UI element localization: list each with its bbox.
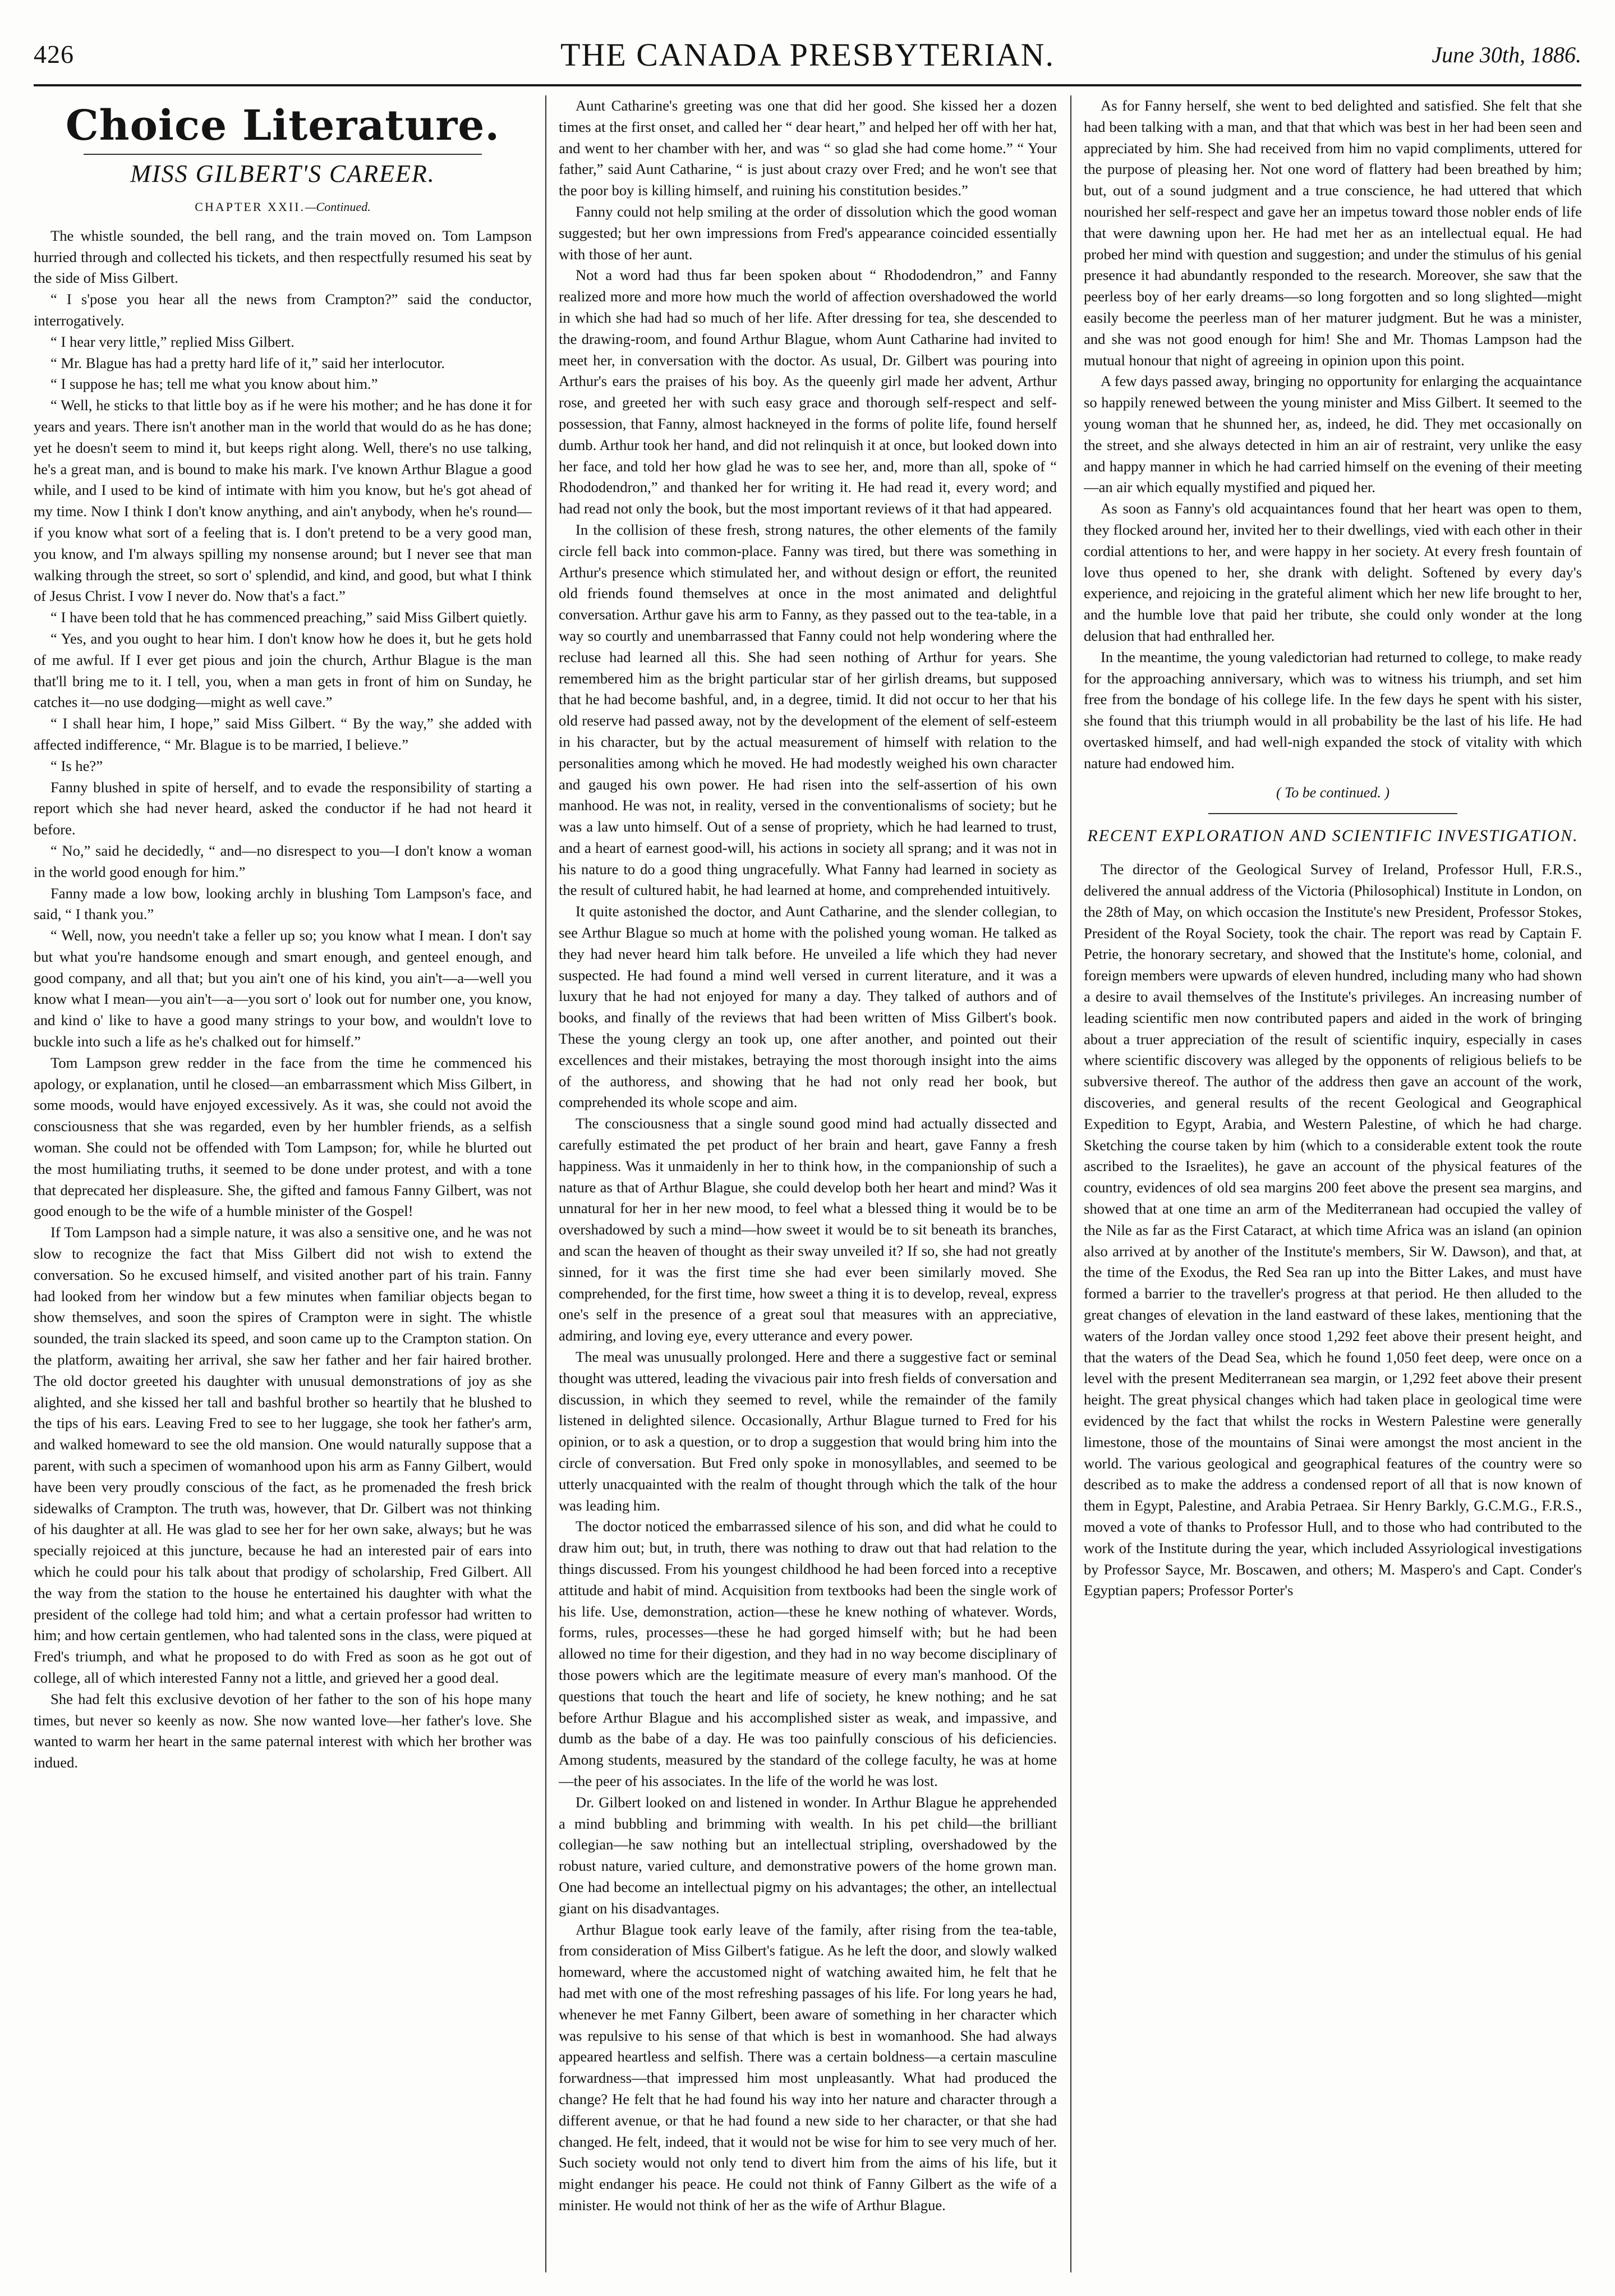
story-paragraph: “ Well, now, you needn't take a feller up so; you know what I mean. I don't say but what you're handsome enough and smart enough, and genteel enough, and good company, and all that; but you ain't one of his kind, you ain't—a—well you know what I mean—you ain't—a—you sort o' look out for number one, you know, and kind o' like to have a good many strings to your bow, and wouldn't love to buckle into such a life as he's chalked out for himself.” <box>34 927 532 1050</box>
story-paragraph: “ Mr. Blague has had a pretty hard life of it,” said her interlocutor. <box>50 354 445 371</box>
page-number: 426 <box>34 40 74 68</box>
story-title: MISS GILBERT'S CAREER. <box>130 160 435 187</box>
story-paragraph: Fanny made a low bow, looking archly in blushing Tom Lampson's face, and said, “ I thank you.” <box>34 884 532 923</box>
story-paragraph: “ Yes, and you ought to hear him. I don't know how he does it, but he gets hold of me awful. If I ever get pious and join the church, Arthur Blague is the man that'll bring me to it. I tell, you, when a man gets in front of him on Sunday, he catches it—no use dodging—might as well cave.” <box>34 630 532 711</box>
story-paragraph: It quite astonished the doctor, and Aunt Catharine, and the slender collegian, to see Arthur Blague so much at home with the polished young woman. He talked as they had never heard him talk before. He unveiled a life which they had never suspected. He had found a mind well versed in current literature, and it was a luxury that he had not enjoyed for many a day. They talked of authors and of books, and finally of the reviews that had been written of Miss Gilbert's book. These the young clergy an took up, one after another, and pointed out their excellences and their mistakes, betraying the most thorough insight into the aims of the authoress, and showing that he had not only read her book, but comprehended its whole scope and aim. <box>559 903 1057 1111</box>
story-paragraph: “ I suppose he has; tell me what you know about him.” <box>50 375 378 393</box>
column-2 <box>559 95 1057 2272</box>
article-title: RECENT EXPLORATION AND SCIENTIFIC INVESTIGATION. <box>1087 826 1579 846</box>
column-3 <box>1084 95 1582 2272</box>
story-paragraph: As for Fanny herself, she went to bed delighted and satisfied. She felt that she had been talking with a man, and that that which was best in her had been seen and appreciated by him. She had received from him no vapid compliments, uttered for the purpose of pleasing her. Not one word of flattery had been breathed by him; but, out of a sound judgment and a true conscience, he had uttered that which nourished her self-respect and gave her an impetus toward those nobler ends of life that were dawning upon her. He had met her as an intellectual equal. He had probed her mind with question and suggestion; and under the stimulus of his genial presence it had abundantly responded to the research. Moreover, she saw that the peerless boy of her early dreams—so long forgotten and so long slighted—might easily become the peerless man of her maturer judgment. But he was a minister, and she was not good enough for him! She and Mr. Thomas Lampson had the mutual honour that night of agreeing in opinion upon this point. <box>1084 97 1582 369</box>
story-paragraph: In the meantime, the young valedictorian had returned to college, to make ready for the approaching anniversary, which was to witness his triumph, and set him free from the bondage of his college life. In the few days he spent with his sister, she found that this triumph would in all probability be the last of his life. He had overtasked himself, and had well-nigh expanded the stock of vitality with which nature had endowed him. <box>1084 648 1582 772</box>
column-divider <box>545 95 546 2272</box>
story-paragraph: In the collision of these fresh, strong natures, the other elements of the family circle fell back into common-place. Fanny was tired, but there was something in Arthur's presence which stimulated her, and without design or effort, the reunited old friends found themselves at once in the most animated and delightful conversation. Arthur gave his arm to Fanny, as they passed out to the tea-table, in a way so courtly and unembarrassed that Fanny could not help wondering where the recluse had learned all this. She had seen nothing of Arthur for years. She remembered him as the bright particular star of her girlish dreams, but supposed that he had become bashful, and, in a degree, timid. It did not occur to her that his old reserve had passed away, not by the development of the element of self-esteem in his character, but by the actual measurement of himself with relation to the personalities among which he moved. He had modestly weighed his own character and gauged his own power. He had risen into the self-assertion of his own manhood. He was not, in reality, versed in the conventionalisms of society; but he was a law unto himself. Out of a sense of propriety, which he had learned to trust, and a heart of earnest good-will, his actions in society all sprang; and it was not in his nature to do a good thing ungracefully. What Fanny had learned in society as the result of cultured habit, he had learned at home, and comprehended intuitively. <box>559 521 1057 899</box>
chapter-heading <box>34 196 532 218</box>
section-title: Choice Literature. <box>65 102 500 150</box>
story-paragraph: The doctor noticed the embarrassed silence of his son, and did what he could to draw him out; but, in truth, there was nothing to draw out that had relation to the things discussed. From his youngest childhood he had been forced into a receptive attitude and habit of mind. Acquisition from textbooks had been the single work of his life. Use, demonstration, action—these he knew nothing of whatever. Words, forms, rules, processes—these he had gorged himself with; but he had been allowed no time for their digestion, and they had in no way become disciplinary of those powers which are the legitimate measure of every man's manhood. Of the questions that touch the heart and life of society, he knew nothing; and he sat before Arthur Blague and his accomplished sister as weak, and impassive, and dumb as the babe of a day. He was too painfully conscious of his deficiencies. Among students, measured by the standard of the college faculty, he was at home—the peer of his associates. In the life of the world he was lost. <box>559 1518 1057 1789</box>
story-paragraph: Arthur Blague took early leave of the family, after rising from the tea-table, from consideration of Miss Gilbert's fatigue. As he left the door, and slowly walked homeward, where the accustomed night of watching awaited him, he felt that he had met with one of the most refreshing passages of his life. For long years he had, whenever he met Fanny Gilbert, been aware of something in her character which was repulsive to his sense of that which is best in womanhood. She had always appeared heartless and selfish. There was a certain boldness—a certain masculine forwardness—that impressed him most unpleasantly. What had produced the change? He felt that he had found his way into her nature and character through a different avenue, or that he had found a new side to her character, or that she had changed. He felt, indeed, that it would not be wise for him to see very much of her. Such society would not only tend to divert him from the aims of his life, but it might endanger his peace. He could not think of Fanny Gilbert as the wife of a minister. He would not think of her as the wife of Arthur Blague. <box>559 1921 1057 2214</box>
story-paragraph: A few days passed away, bringing no opportunity for enlarging the acquaintance so happily renewed between the young minister and Miss Gilbert. It seemed to the young woman that he shunned her, as, indeed, he did. They met occasionally on the street, and she always detected in him an air of restraint, very unlike the easy and happy manner in which he had carried himself on the evening of their meeting—an air which equally mystified and piqued her. <box>1084 373 1582 496</box>
story-paragraph: “ Well, he sticks to that little boy as if he were his mother; and he has done it for years and years. There isn't another man in the world that would do as he has done; yet he doesn't seem to mind it, but keeps right along. Well, there's no use talking, he's a great man, and is bound to make his mark. I've known Arthur Blague a good while, and I used to be kind of intimate with him you know, but he's got ahead of my time. Now I think I don't know anything, and ain't anybody, when he's round—if you know what sort of a feeling that is. I don't pretend to be a very good man, you know, and I'm always spilling my nonsense around; but I never see that man walking through the street, so sort o' splendid, and kind, and good, but what I think of Jesus Christ. I vow I never do. Now that's a fact.” <box>34 397 532 605</box>
story-paragraph: She had felt this exclusive devotion of her father to the son of his hope many times, but never so keenly as now. She now wanted love—her father's love. She wanted to warm her heart in the same paternal interest with which her brother was indued. <box>34 1690 532 1771</box>
story-paragraph: “ No,” said he decidedly, “ and—no disrespect to you—I don't know a woman in the world good enough for him.” <box>34 842 532 880</box>
story-paragraph: The meal was unusually prolonged. Here and there a suggestive fact or seminal thought was uttered, leading the vivacious pair into fresh fields of conversation and discussion, in which they seemed to revel, while the remainder of the family listened in delighted silence. Occasionally, Arthur Blague turned to Fred for his opinion, or to ask a question, or to drop a suggestion that would bring him into the circle of conversation. But Fred only spoke in monosyllables, and seemed to be utterly unacquainted with the realm of thought through which the talk of the hour was leading him. <box>559 1348 1057 1514</box>
story-paragraph: Tom Lampson grew redder in the face from the time he commenced his apology, or explanation, until he closed—an embarrassment which Miss Gilbert, in some moods, would have enjoyed excessively. As it was, she could not avoid the consciousness that she was regarded, even by her humbler friends, as a selfish woman. She could not be offended with Tom Lampson; for, while he blurted out the most humiliating truths, it seemed to be done under protest, and with a tone that deprecated her displeasure. She, the gifted and famous Fanny Gilbert, was not good enough to be the wife of a humble minister of the Gospel! <box>34 1054 532 1220</box>
story-paragraph: Fanny could not help smiling at the order of dissolution which the good woman suggested; but her own impressions from Fred's appearance coincided essentially with those of her aunt. <box>559 203 1057 263</box>
to-be-continued: ( To be continued. ) <box>1276 784 1389 801</box>
story-paragraph: Aunt Catharine's greeting was one that did her good. She kissed her a dozen times at the first onset, and called her “ dear heart,” and helped her off with her hat, and went to her chamber with her, and was “ so glad she had come home.” “ Your father,” said Aunt Catharine, “ is just about crazy over Fred; and he won't see that the poor boy is killing himself, and ruining his constitution besides.” <box>559 97 1057 199</box>
issue-date: June 30th, 1886. <box>1432 42 1581 67</box>
masthead <box>34 36 1581 90</box>
story-paragraph: Not a word had thus far been spoken about “ Rhododendron,” and Fanny realized more and more how much the world of affection overshadowed the world in which she had had so much of her life. After dressing for tea, she descended to the drawing-room, and found Arthur Blague, whom Aunt Catharine had invited to meet her, in conversation with the doctor. As usual, Dr. Gilbert was pouring into Arthur's ears the praises of his boy. As the queenly girl made her advent, Arthur rose, and greeted her with such easy grace and thorough self-respect and self-possession, that Fanny, almost hackneyed in the forms of polite life, found herself dumb. Arthur took her hand, and did not relinquish it at once, but looked down into her face, and told her how glad he was to see her, and, more than all, spoke of “ Rhododendron,” and thanked her for writing it. He had read it, every word; and had read not only the book, but the most important reviews of it that had appeared. <box>559 267 1057 517</box>
story-paragraph: “ I shall hear him, I hope,” said Miss Gilbert. “ By the way,” she added with affected indifference, “ Mr. Blague is to be married, I believe.” <box>34 715 532 753</box>
journal-title: THE CANADA PRESBYTERIAN. <box>560 36 1055 73</box>
masthead-rule <box>34 84 1581 86</box>
story-paragraph: Dr. Gilbert looked on and listened in wonder. In Arthur Blague he apprehended a mind bubbling and brimming with wealth. In his pet child—the brilliant collegian—he saw nothing but an intellectual stripling, overshadowed by the robust nature, varied culture, and demonstrative powers of the home grown man. One had become an intellectual pigmy on his advantages; the other, an intellectual giant on his disadvantages. <box>559 1793 1057 1917</box>
story-paragraph: “ Is he?” <box>50 757 103 774</box>
story-paragraph: Fanny blushed in spite of herself, and to evade the responsibility of starting a report which she had never heard, asked the conductor if he had not heard it before. <box>34 778 532 838</box>
article-paragraph: The director of the Geological Survey of Ireland, Professor Hull, F.R.S., delivered the annual address of the Victoria (Philosophical) Institute in London, on the 28th of May, on which occasion the Institute's new President, Professor Stokes, President of the Royal Society, took the chair. The report was read by Captain F. Petrie, the honorary secretary, and showed that the Institute's home, colonial, and foreign members were upwards of eleven hundred, including many who had shown a desire to avail themselves of the Institute's privileges. An increasing number of leading scientific men now contributed papers and aided in the work of bringing about a truer appreciation of the result of scientific inquiry, especially in cases where scientific discovery was alleged by the opponents of religious beliefs to be subversive thereof. The author of the address then gave an account of the work, discoveries, and general results of the recent Geological and Geographical Expedition to Egypt, Arabia, and Western Palestine, of which he had charge. Sketching the course taken by him (which to a considerable extent took the route ascribed to the Israelites), he gave an account of the physical features of the country, evidences of old sea margins 200 feet above the present sea margins, and showed that at one time an arm of the Mediterranean had occupied the valley of the Nile as far as the First Cataract, at which time Africa was an island (an opinion also arrived at by another of the Institute's members, Sir W. Dawson), and that, at the time of the Exodus, the Red Sea ran up into the Bitter Lakes, and must have formed a barrier to the traveller's progress at that period. He then alluded to the great changes of elevation in the land eastward of these lakes, mentioning that the waters of the Jordan valley once stood 1,292 feet above their present height, and that the waters of the Dead Sea, which he found 1,050 feet deep, were once on a level with the present Mediterranean sea margin, or 1,292 feet above their present height. The great physical changes which had taken place in geological time were evidenced by the fact that whilst the rocks in Western Palestine were generally limestone, those of the mountains of Sinai were amongst the most ancient in the world. The various geological and geographical features of the country were so described as to make the address a condensed report of all that is now known of them in Egypt, Palestine, and Arabia Petraea. Sir Henry Barkly, G.C.M.G., F.R.S., moved a vote of thanks to Professor Hull, and to those who had contributed to the work of the Institute during the year, which included Assyriological investigations by Professor Sayce, Mr. Boscawen, and others; M. Maspero's and Capt. Conder's Egyptian papers; Professor Porter's <box>1084 861 1582 1599</box>
story-paragraph: “ I have been told that he has commenced preaching,” said Miss Gilbert quietly. <box>50 609 527 626</box>
story-paragraph: The whistle sounded, the bell rang, and the train moved on. Tom Lampson hurried through and collected his tickets, and then respectfully resumed his seat by the side of Miss Gilbert. <box>34 227 532 287</box>
story-paragraph: “ I s'pose you hear all the news from Crampton?” said the conductor, interrogatively. <box>34 291 532 329</box>
story-paragraph: The consciousness that a single sound good mind had actually dissected and carefully estimated the pet product of her brain and heart, gave Fanny a fresh happiness. Was it unmaidenly in her to think how, in the companionship of such a nature as that of Arthur Blague, she could develop both her heart and mind? Was it unnatural for her in her new mood, to feel what a blessed thing it would be to be overshadowed by such a mind—how sweet it would be to sit beneath its branches, and scan the heaven of thought as their sway unveiled it? If so, she had not greatly sinned, for it was the first time she had ever been similarly moved. She comprehended, for the first time, how sweet a thing it is to develop, reveal, express one's self in the presence of a great soul that measures with an appreciative, admiring, and loving eye, every utterance and every power. <box>559 1115 1057 1344</box>
story-paragraph: As soon as Fanny's old acquaintances found that her heart was open to them, they flocked around her, invited her to their dwellings, vied with each other in their cordial attentions to her, and were happy in her society. At every fresh fountain of love thus opened to her, she drank with delight. Softened by every day's experience, and rejoicing in the grateful aliment which her new life brought to her, and the humble love that paid her tribute, she could only wonder at the long delusion that had enthralled her. <box>1084 500 1582 644</box>
story-paragraph: “ I hear very little,” replied Miss Gilbert. <box>50 333 295 350</box>
text-columns <box>34 95 1582 2272</box>
column-divider <box>1070 95 1071 2272</box>
chapter-number: CHAPTER XXII. <box>195 200 305 214</box>
section-rule <box>84 154 482 155</box>
column-1 <box>34 95 532 2272</box>
article-rule <box>1208 813 1457 814</box>
chapter-continued: —Continued. <box>305 200 371 214</box>
story-paragraph: If Tom Lampson had a simple nature, it was also a sensitive one, and he was not slow to recognize the fact that Miss Gilbert did not wish to extend the conversation. So he excused himself, and visited another part of his train. Fanny had looked from her window but a few minutes when familiar objects began to show themselves, and soon the spires of Crampton were in sight. The whistle sounded, the train slacked its speed, and soon came up to the Crampton station. On the platform, awaiting her arrival, she saw her father and her fair haired brother. The old doctor greeted his daughter with unusual demonstrations of joy as she alighted, and she kissed her tall and bashful brother so heartily that he blushed to the tips of his ears. Leaving Fred to see to her luggage, she took her father's arm, and walked homeward to see the old mansion. One would naturally suppose that a parent, with such a specimen of womanhood upon his arm as Fanny Gilbert, would have been very proudly conscious of the fact, as he promenaded the fresh brick sidewalks of Crampton. The truth was, however, that Dr. Gilbert was not thinking of his daughter at all. He was glad to see her for her own sake, always; but he was specially rejoiced at this juncture, because he had an interested pair of ears into which he could pour his talk about that prodigy of scholarship, Fred Gilbert. All the way from the station to the house he entertained his daughter with what the president of the college had told him; and what a certain professor had written to him; and how certain gentlemen, who had talented sons in the class, were piqued at Fred's triumph, and what he proposed to do with Fred as soon as he got out of college, all of which interested Fanny not a little, and grieved her a good deal. <box>34 1224 532 1686</box>
